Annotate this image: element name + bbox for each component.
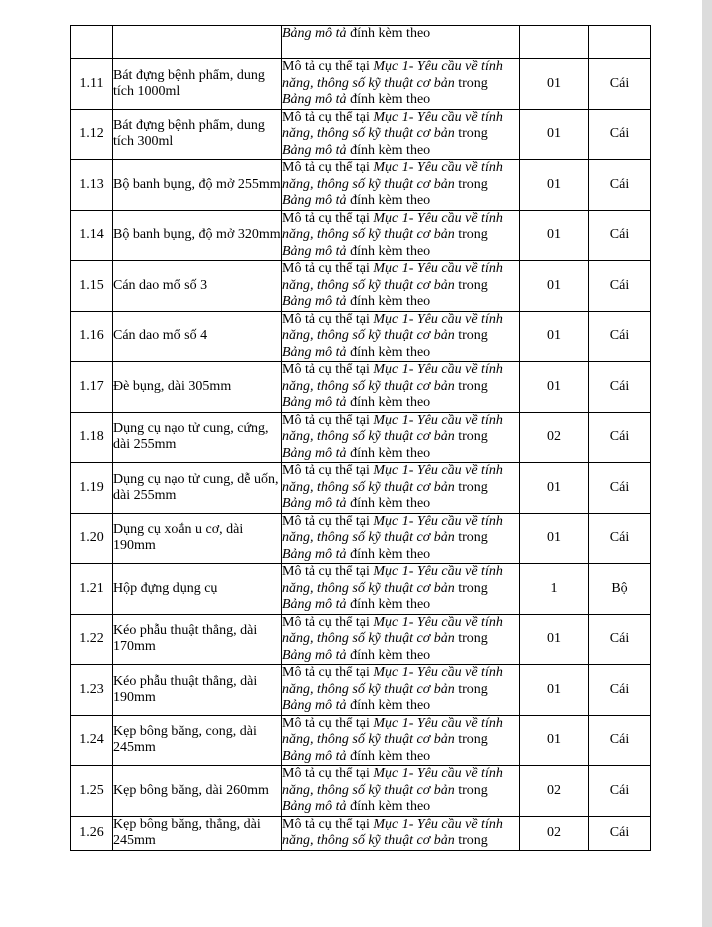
desc-attached: đính kèm theo: [346, 546, 431, 562]
item-description: [282, 412, 520, 463]
desc-intro: Mô tả cụ thể tại: [282, 665, 374, 680]
item-quantity: 01: [520, 160, 589, 211]
item-unit: Bộ: [589, 564, 651, 615]
desc-reference-table: Bảng mô tả: [282, 799, 347, 814]
desc-in: trong: [454, 277, 488, 293]
desc-attached: đính kèm theo: [346, 26, 431, 41]
desc-in: trong: [454, 681, 488, 697]
desc-section-ref: Mục 1- Yêu cầu về tính năng, thông số kỹ thuật cơ bản: [282, 715, 503, 747]
table-row: [71, 614, 651, 665]
desc-intro: Mô tả cụ thể tại: [282, 412, 374, 428]
desc-reference-table: Bảng mô tả: [282, 546, 347, 562]
desc-in: trong: [454, 227, 488, 242]
item-description: [282, 766, 520, 817]
desc-attached: đính kèm theo: [346, 799, 431, 814]
desc-reference-table: Bảng mô tả: [282, 243, 347, 259]
desc-in: trong: [454, 75, 488, 91]
table-row: [71, 311, 651, 362]
desc-in: trong: [454, 328, 488, 343]
desc-in: trong: [454, 833, 488, 848]
item-unit: Cái: [589, 210, 651, 261]
table-row: [71, 160, 651, 211]
table-row: [71, 261, 651, 312]
desc-section-ref: Mục 1- Yêu cầu về tính năng, thông số kỹ thuật cơ bản: [282, 261, 503, 293]
item-number: 1.12: [71, 109, 113, 160]
item-number: 1.24: [71, 715, 113, 766]
item-number: 1.18: [71, 412, 113, 463]
item-unit: Cái: [589, 766, 651, 817]
item-description: [282, 463, 520, 514]
table-body: [71, 26, 651, 851]
desc-reference-table: Bảng mô tả: [282, 748, 347, 764]
desc-attached: đính kèm theo: [346, 344, 431, 360]
item-quantity: 01: [520, 210, 589, 261]
desc-reference-table: Bảng mô tả: [282, 445, 347, 461]
item-unit: Cái: [589, 463, 651, 514]
desc-reference-table: Bảng mô tả: [282, 698, 347, 713]
item-unit: Cái: [589, 412, 651, 463]
desc-attached: đính kèm theo: [346, 445, 431, 461]
desc-section-ref: Mục 1- Yêu cầu về tính năng, thông số kỹ thuật cơ bản: [282, 766, 503, 798]
desc-intro: Mô tả cụ thể tại: [282, 766, 374, 781]
item-quantity: 01: [520, 614, 589, 665]
item-quantity: 02: [520, 412, 589, 463]
desc-in: trong: [454, 479, 488, 495]
item-description: [282, 564, 520, 615]
item-number: 1.19: [71, 463, 113, 514]
desc-section-ref: Mục 1- Yêu cầu về tính năng, thông số kỹ thuật cơ bản: [282, 412, 503, 444]
desc-in: trong: [454, 530, 488, 545]
desc-reference-table: Bảng mô tả: [282, 395, 347, 410]
desc-section-ref: Mục 1- Yêu cầu về tính năng, thông số kỹ thuật cơ bản: [282, 362, 503, 394]
item-quantity: 01: [520, 109, 589, 160]
item-number: 1.20: [71, 513, 113, 564]
desc-in: trong: [454, 126, 488, 141]
desc-reference-table: Bảng mô tả: [282, 344, 347, 360]
item-description: [282, 816, 520, 850]
item-unit: Cái: [589, 715, 651, 766]
item-number: 1.23: [71, 665, 113, 716]
table-row: [71, 715, 651, 766]
item-description: [282, 311, 520, 362]
table-row: [71, 412, 651, 463]
item-quantity: 01: [520, 59, 589, 110]
item-quantity: 1: [520, 564, 589, 615]
item-number: [71, 26, 113, 59]
item-unit: Cái: [589, 261, 651, 312]
desc-intro: Mô tả cụ thể tại: [282, 463, 374, 478]
desc-reference-table: Bảng mô tả: [282, 294, 347, 309]
desc-section-ref: Mục 1- Yêu cầu về tính năng, thông số kỹ thuật cơ bản: [282, 210, 503, 242]
item-description: [282, 210, 520, 261]
desc-attached: đính kèm theo: [346, 698, 431, 713]
desc-intro: Mô tả cụ thể tại: [282, 311, 374, 327]
item-name: Kéo phẫu thuật thẳng, dài 190mm: [113, 665, 282, 716]
desc-in: trong: [454, 378, 488, 394]
item-name: Bát đựng bệnh phẩm, dung tích 300ml: [113, 109, 282, 160]
desc-reference-table: Bảng mô tả: [282, 92, 347, 107]
item-unit: Cái: [589, 109, 651, 160]
table-row: [71, 513, 651, 564]
item-quantity: 02: [520, 766, 589, 817]
desc-reference-table: Bảng mô tả: [282, 597, 347, 612]
item-description: [282, 59, 520, 110]
item-unit: Cái: [589, 160, 651, 211]
table-row: [71, 463, 651, 514]
item-unit: Cái: [589, 513, 651, 564]
item-description: [282, 26, 520, 59]
item-name: Dụng cụ nạo tử cung, cứng, dài 255mm: [113, 412, 282, 463]
item-description: [282, 665, 520, 716]
desc-intro: Mô tả cụ thể tại: [282, 261, 374, 276]
desc-attached: đính kèm theo: [346, 142, 431, 158]
item-name: Kẹp bông băng, thẳng, dài 245mm: [113, 816, 282, 850]
item-number: 1.21: [71, 564, 113, 615]
desc-intro: Mô tả cụ thể tại: [282, 513, 374, 529]
item-number: 1.13: [71, 160, 113, 211]
item-number: 1.11: [71, 59, 113, 110]
item-name: Kéo phẫu thuật thẳng, dài 170mm: [113, 614, 282, 665]
desc-reference-table: Bảng mô tả: [282, 26, 347, 41]
item-quantity: 01: [520, 715, 589, 766]
item-name: Dụng cụ nạo tử cung, dễ uốn, dài 255mm: [113, 463, 282, 514]
desc-section-ref: Mục 1- Yêu cầu về tính năng, thông số kỹ thuật cơ bản: [282, 109, 503, 141]
desc-intro: Mô tả cụ thể tại: [282, 715, 374, 731]
table-row: [71, 109, 651, 160]
desc-attached: đính kèm theo: [346, 748, 431, 764]
desc-section-ref: Mục 1- Yêu cầu về tính năng, thông số kỹ thuật cơ bản: [282, 816, 503, 848]
desc-intro: Mô tả cụ thể tại: [282, 160, 374, 175]
desc-attached: đính kèm theo: [346, 92, 431, 107]
table-row: [71, 766, 651, 817]
item-description: [282, 513, 520, 564]
desc-attached: đính kèm theo: [346, 647, 431, 663]
item-quantity: 01: [520, 311, 589, 362]
item-description: [282, 715, 520, 766]
desc-in: trong: [454, 429, 488, 444]
item-description: [282, 109, 520, 160]
desc-section-ref: Mục 1- Yêu cầu về tính năng, thông số kỹ thuật cơ bản: [282, 665, 503, 697]
item-name: Cán dao mổ số 3: [113, 261, 282, 312]
item-number: 1.14: [71, 210, 113, 261]
item-name: Dụng cụ xoắn u cơ, dài 190mm: [113, 513, 282, 564]
desc-attached: đính kèm theo: [346, 395, 431, 410]
desc-attached: đính kèm theo: [346, 294, 431, 309]
table-row-continued: [71, 26, 651, 59]
item-number: 1.22: [71, 614, 113, 665]
item-name: Bát đựng bệnh phẩm, dung tích 1000ml: [113, 59, 282, 110]
item-number: 1.16: [71, 311, 113, 362]
item-name: Kẹp bông băng, cong, dài 245mm: [113, 715, 282, 766]
table-row: [71, 362, 651, 413]
item-quantity: 01: [520, 261, 589, 312]
desc-reference-table: Bảng mô tả: [282, 647, 347, 663]
desc-section-ref: Mục 1- Yêu cầu về tính năng, thông số kỹ thuật cơ bản: [282, 614, 503, 646]
item-description: [282, 261, 520, 312]
desc-section-ref: Mục 1- Yêu cầu về tính năng, thông số kỹ thuật cơ bản: [282, 160, 503, 192]
desc-in: trong: [454, 631, 488, 646]
desc-intro: Mô tả cụ thể tại: [282, 59, 374, 74]
item-unit: Cái: [589, 311, 651, 362]
desc-in: trong: [454, 782, 488, 798]
item-description: [282, 160, 520, 211]
desc-section-ref: Mục 1- Yêu cầu về tính năng, thông số kỹ thuật cơ bản: [282, 59, 503, 91]
item-quantity: 01: [520, 513, 589, 564]
desc-section-ref: Mục 1- Yêu cầu về tính năng, thông số kỹ thuật cơ bản: [282, 513, 503, 545]
desc-intro: Mô tả cụ thể tại: [282, 564, 374, 579]
item-unit: [589, 26, 651, 59]
item-unit: Cái: [589, 614, 651, 665]
desc-in: trong: [454, 732, 488, 747]
desc-attached: đính kèm theo: [346, 243, 431, 259]
desc-section-ref: Mục 1- Yêu cầu về tính năng, thông số kỹ thuật cơ bản: [282, 463, 503, 495]
item-quantity: 01: [520, 362, 589, 413]
desc-section-ref: Mục 1- Yêu cầu về tính năng, thông số kỹ thuật cơ bản: [282, 311, 503, 343]
item-number: 1.15: [71, 261, 113, 312]
item-name: Bộ banh bụng, độ mở 320mm: [113, 210, 282, 261]
item-unit: Cái: [589, 362, 651, 413]
table-row: [71, 564, 651, 615]
item-description: [282, 614, 520, 665]
item-description: [282, 362, 520, 413]
table-row: [71, 210, 651, 261]
desc-reference-table: Bảng mô tả: [282, 193, 347, 208]
item-name: Bộ banh bụng, độ mở 255mm: [113, 160, 282, 211]
table-row: [71, 59, 651, 110]
desc-attached: đính kèm theo: [346, 496, 431, 511]
item-quantity: 01: [520, 463, 589, 514]
equipment-table: [70, 25, 651, 851]
desc-in: trong: [454, 580, 488, 596]
table-row: [71, 665, 651, 716]
desc-reference-table: Bảng mô tả: [282, 496, 347, 511]
desc-intro: Mô tả cụ thể tại: [282, 210, 374, 226]
desc-intro: Mô tả cụ thể tại: [282, 614, 374, 630]
item-number: 1.25: [71, 766, 113, 817]
viewer-margin: [702, 0, 712, 927]
item-quantity: 02: [520, 816, 589, 850]
item-name: Cán dao mổ số 4: [113, 311, 282, 362]
item-number: 1.17: [71, 362, 113, 413]
desc-intro: Mô tả cụ thể tại: [282, 816, 374, 832]
item-quantity: [520, 26, 589, 59]
item-name: [113, 26, 282, 59]
desc-intro: Mô tả cụ thể tại: [282, 362, 374, 377]
desc-reference-table: Bảng mô tả: [282, 142, 347, 158]
item-unit: Cái: [589, 665, 651, 716]
item-name: Hộp đựng dụng cụ: [113, 564, 282, 615]
desc-attached: đính kèm theo: [346, 597, 431, 612]
desc-attached: đính kèm theo: [346, 193, 431, 208]
item-quantity: 01: [520, 665, 589, 716]
item-name: Kẹp bông băng, dài 260mm: [113, 766, 282, 817]
item-unit: Cái: [589, 816, 651, 850]
desc-in: trong: [454, 176, 488, 192]
desc-intro: Mô tả cụ thể tại: [282, 109, 374, 125]
item-number: 1.26: [71, 816, 113, 850]
table-row: [71, 816, 651, 850]
item-name: Đè bụng, dài 305mm: [113, 362, 282, 413]
desc-section-ref: Mục 1- Yêu cầu về tính năng, thông số kỹ thuật cơ bản: [282, 564, 503, 596]
item-unit: Cái: [589, 59, 651, 110]
